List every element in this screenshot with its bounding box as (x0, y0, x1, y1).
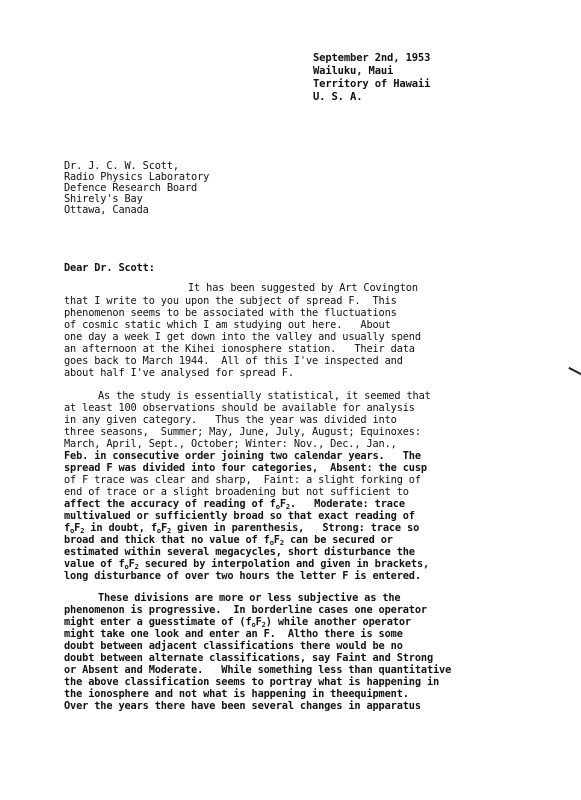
text-run: f (64, 522, 71, 534)
text-line: doubt between adjacent classifications there would be no (64, 640, 403, 652)
text-run: F (128, 558, 135, 570)
text-line: estimated within several megacycles, short disturbance the (64, 546, 415, 558)
address-line: Defence Research Board (64, 182, 198, 194)
text-run: can be secured or (283, 534, 393, 546)
header-date: September 2nd, 1953 (313, 52, 431, 64)
text-run: broad and thick that no value of f (64, 534, 270, 546)
header-territory: Territory of Hawaii (313, 78, 431, 90)
text-run: F (273, 534, 280, 546)
subscript: 2 (261, 621, 266, 629)
text-line: Over the years there have been several changes in apparatus (64, 700, 421, 712)
text-line: in any given category. Thus the year was divided into (64, 414, 397, 426)
address-line: Ottawa, Canada (64, 204, 149, 216)
salutation: Dear Dr. Scott: (64, 262, 155, 274)
text-line: of F trace was clear and sharp, Faint: a slight forking of (64, 474, 421, 486)
text-line: the above classification seems to portray what is happening in (64, 676, 440, 688)
text-line: one day a week I get down into the valley and usually spend (64, 331, 421, 343)
text-line: at least 100 observations should be available for analysis (64, 402, 415, 414)
text-line: doubt between alternate classifications, say Faint and Strong (64, 652, 434, 664)
text-run: . Moderate: trace (289, 498, 405, 510)
text-run: value of f (64, 558, 125, 570)
text-line: spread F was divided into four categories, Absent: the cusp (64, 462, 427, 474)
text-line: the ionosphere and not what is happening in theequipment. (64, 688, 409, 700)
subscript: 2 (279, 539, 284, 547)
subscript: 2 (167, 527, 172, 535)
text-line: might take one look and enter an F. Altho there is some (64, 628, 403, 640)
text-run: F (255, 616, 262, 628)
subscript: o (124, 563, 129, 571)
text-run: given in parenthesis, Strong: trace so (171, 522, 420, 534)
text-line: These divisions are more or less subjective as the (98, 592, 401, 604)
subscript: o (70, 527, 75, 535)
text-line: of cosmic static which I am studying out here. About (64, 319, 391, 331)
text-line: three seasons, Summer; May, June, July, August; Equinoxes: (64, 426, 421, 438)
text-line: or Absent and Moderate. While something less than quantitative (64, 664, 452, 676)
subscript: o (269, 539, 274, 547)
text-run: might enter a guesstimate of (f (64, 616, 252, 628)
subscript: 2 (80, 527, 85, 535)
text-run: secured by interpolation and given in brackets, (138, 558, 430, 570)
subscript: 2 (134, 563, 139, 571)
text-line: multivalued or sufficiently broad so that exact reading of (64, 510, 415, 522)
text-line: an afternoon at the Kihei ionosphere station. Their data (64, 343, 415, 355)
text-run: F (74, 522, 81, 534)
address-line: Shirely's Bay (64, 193, 143, 205)
margin-pen-mark (568, 367, 581, 375)
address-line: Radio Physics Laboratory (64, 171, 210, 183)
text-run: F (279, 498, 286, 510)
text-run: affect the accuracy of reading of f (64, 498, 276, 510)
subscript: 2 (285, 503, 290, 511)
subscript: o (275, 503, 280, 511)
text-line: It has been suggested by Art Covington (188, 282, 418, 294)
header-city: Wailuku, Maui (313, 65, 394, 77)
text-run: ) while another operator (265, 616, 411, 628)
text-line: phenomenon is progressive. In borderline cases one operator (64, 604, 427, 616)
header-country: U. S. A. (313, 91, 363, 103)
subscript: o (156, 527, 161, 535)
text-line: that I write to you upon the subject of spread F. This (64, 295, 397, 307)
text-run: in doubt, f (84, 522, 157, 534)
text-line: long disturbance of over two hours the letter F is entered. (64, 570, 421, 582)
address-line: Dr. J. C. W. Scott, (64, 160, 179, 172)
text-line: Feb. in consecutive order joining two calendar years. The (64, 450, 421, 462)
text-line: about half I've analysed for spread F. (64, 367, 294, 379)
text-run: F (160, 522, 168, 534)
subscript: o (251, 621, 256, 629)
text-line: phenomenon seems to be associated with the fluctuations (64, 307, 397, 319)
text-line: As the study is essentially statistical, it seemed that (98, 390, 431, 402)
text-line: end of trace or a slight broadening but not sufficient to (64, 486, 409, 498)
text-line: March, April, Sept., October; Winter: Nov., Dec., Jan., (64, 438, 397, 450)
text-line: goes back to March 1944. All of this I've inspected and (64, 355, 403, 367)
